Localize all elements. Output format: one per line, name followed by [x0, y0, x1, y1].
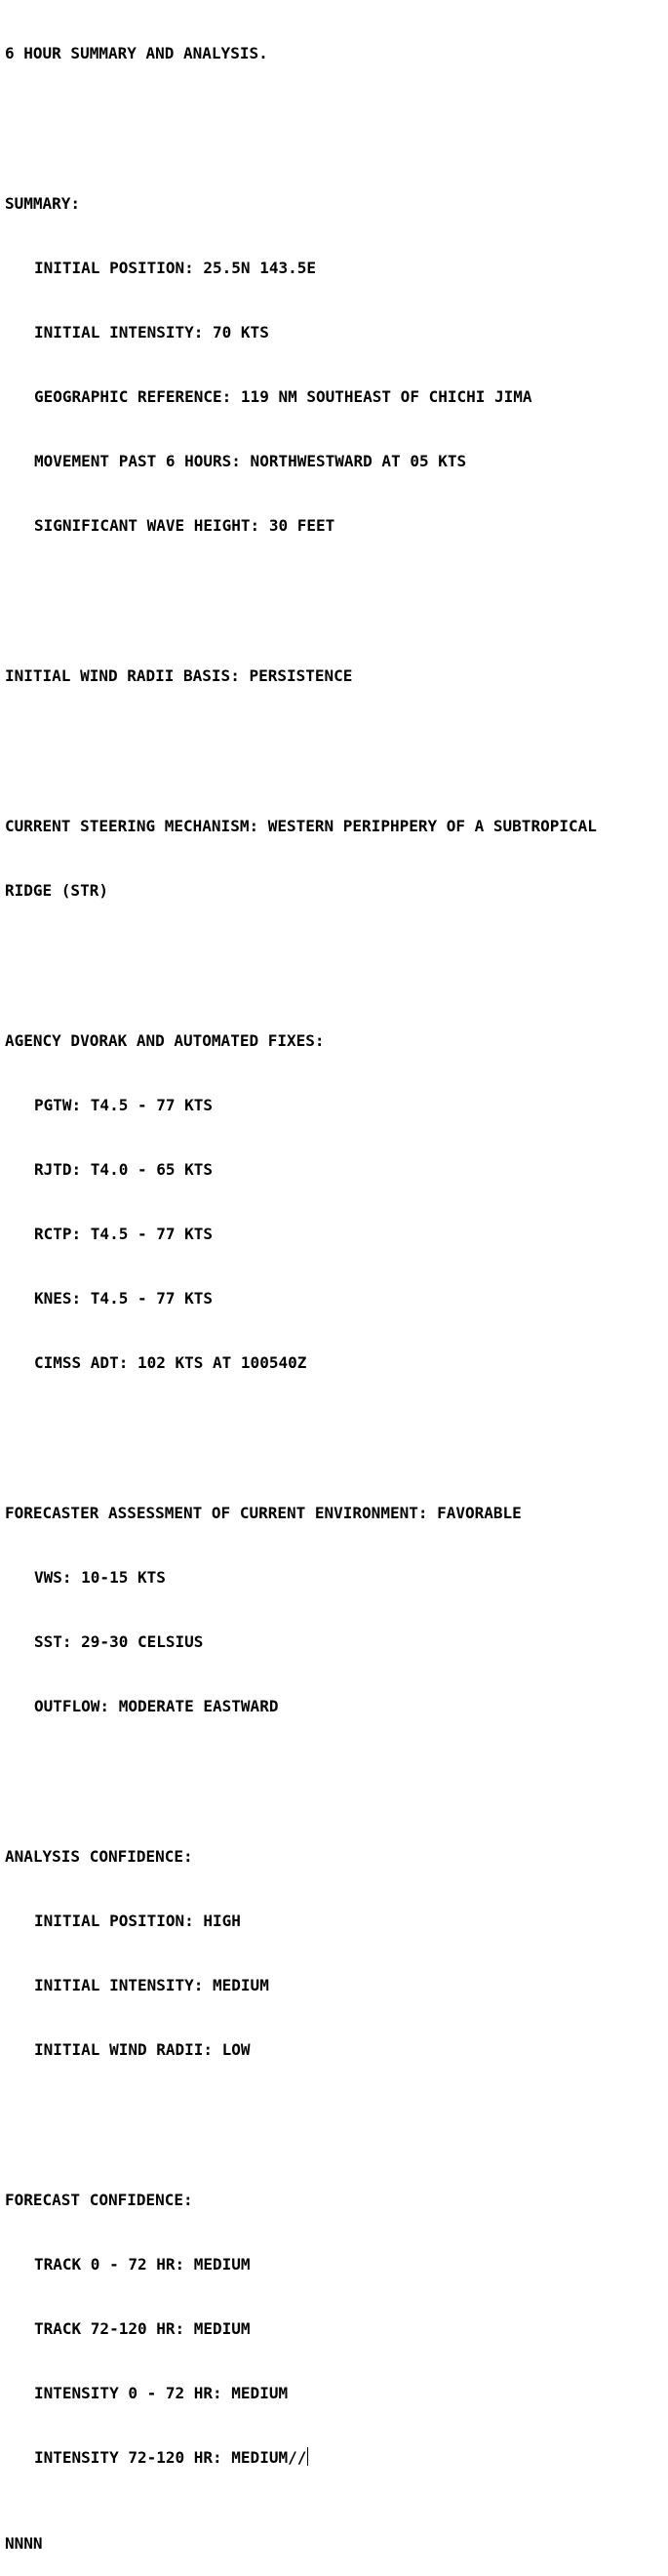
summary-item-initial-position: INITIAL POSITION: 25.5N 143.5E	[34, 259, 316, 277]
environment-item-outflow: OUTFLOW: MODERATE EASTWARD	[34, 1697, 279, 1715]
blank-line	[5, 945, 664, 966]
forecast-confidence-track-72-120: TRACK 72-120 HR: MEDIUM	[34, 2319, 251, 2338]
summary-heading: SUMMARY:	[5, 194, 81, 213]
text-cursor	[307, 2447, 308, 2466]
analysis-confidence-intensity: INITIAL INTENSITY: MEDIUM	[34, 1976, 269, 1994]
blank-line	[5, 730, 664, 751]
fix-item-cimss-adt: CIMSS ADT: 102 KTS AT 100540Z	[34, 1353, 307, 1372]
fixes-heading: AGENCY DVORAK AND AUTOMATED FIXES:	[5, 1031, 325, 1050]
forecast-confidence-heading: FORECAST CONFIDENCE:	[5, 2191, 193, 2209]
analysis-confidence-wind-radii: INITIAL WIND RADII: LOW	[34, 2040, 251, 2059]
blank-line	[5, 107, 664, 129]
fix-item-rctp: RCTP: T4.5 - 77 KTS	[34, 1225, 214, 1243]
bulletin-text[interactable]	[5, 0, 664, 2576]
steering-mechanism-line2: RIDGE (STR)	[5, 881, 108, 900]
forecast-confidence-track-0-72: TRACK 0 - 72 HR: MEDIUM	[34, 2255, 251, 2274]
summary-item-wave-height: SIGNIFICANT WAVE HEIGHT: 30 FEET	[34, 516, 335, 535]
blank-line	[5, 580, 664, 601]
environment-item-sst: SST: 29-30 CELSIUS	[34, 1632, 204, 1651]
analysis-confidence-heading: ANALYSIS CONFIDENCE:	[5, 1847, 193, 1866]
fix-item-knes: KNES: T4.5 - 77 KTS	[34, 1289, 214, 1308]
forecast-confidence-intensity-72-120-row	[5, 2447, 664, 2469]
steering-mechanism-line1: CURRENT STEERING MECHANISM: WESTERN PERIPHPERY OF A SUBTROPICAL	[5, 817, 597, 835]
summary-item-movement: MOVEMENT PAST 6 HOURS: NORTHWESTWARD AT 05 KTS	[34, 452, 467, 470]
bulletin-title: 6 HOUR SUMMARY AND ANALYSIS.	[5, 44, 268, 62]
blank-line	[5, 1417, 664, 1438]
forecast-confidence-intensity-0-72: INTENSITY 0 - 72 HR: MEDIUM	[34, 2384, 289, 2402]
environment-heading: FORECASTER ASSESSMENT OF CURRENT ENVIRONMENT: FAVORABLE	[5, 1504, 522, 1522]
blank-line	[5, 1760, 664, 1782]
forecast-confidence-intensity-72-120: INTENSITY 72-120 HR: MEDIUM//	[34, 2448, 307, 2467]
analysis-confidence-position: INITIAL POSITION: HIGH	[34, 1912, 241, 1930]
fix-item-rjtd: RJTD: T4.0 - 65 KTS	[34, 1160, 214, 1179]
end-marker: NNNN	[5, 2534, 43, 2553]
environment-item-vws: VWS: 10-15 KTS	[34, 1568, 166, 1587]
fix-item-pgtw: PGTW: T4.5 - 77 KTS	[34, 1096, 214, 1114]
blank-line	[5, 2104, 664, 2125]
summary-item-geographic-reference: GEOGRAPHIC REFERENCE: 119 NM SOUTHEAST OF CHICHI JIMA	[34, 387, 532, 406]
wind-radii-basis: INITIAL WIND RADII BASIS: PERSISTENCE	[5, 666, 353, 685]
summary-item-initial-intensity: INITIAL INTENSITY: 70 KTS	[34, 323, 269, 342]
